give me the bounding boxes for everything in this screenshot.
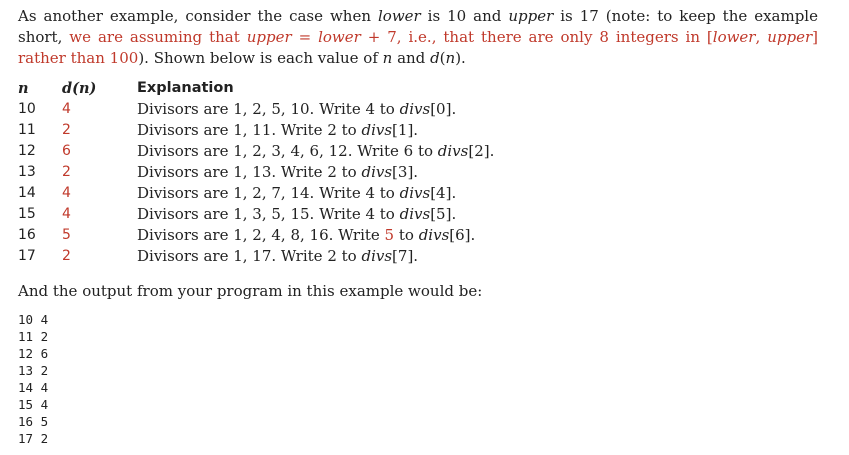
output-line: 12 6 <box>18 346 49 361</box>
output-line: 17 2 <box>18 431 49 446</box>
cell-dn: 2 <box>62 248 71 264</box>
intro-text: and <box>392 49 431 67</box>
cell-explanation: Divisors are 1, 17. Write 2 to divs[7]. <box>137 247 419 265</box>
header-dn: d(n) <box>62 80 97 97</box>
cell-n: 17 <box>18 248 36 264</box>
cell-explanation: Divisors are 1, 3, 5, 15. Write 4 to divs[5]. <box>137 205 457 223</box>
cell-dn: 2 <box>62 164 71 180</box>
cell-explanation: Divisors are 1, 2, 7, 14. Write 4 to divs[4]. <box>137 184 457 202</box>
table-row <box>18 204 618 225</box>
header-explanation: Explanation <box>137 80 234 96</box>
table-row <box>18 162 618 183</box>
output-line: 10 4 <box>18 312 49 327</box>
cell-explanation: Divisors are 1, 11. Write 2 to divs[1]. <box>137 121 419 139</box>
cell-explanation: Divisors are 1, 13. Write 2 to divs[3]. <box>137 163 419 181</box>
var-upper: upper <box>508 7 554 25</box>
cell-explanation: Divisors are 1, 2, 3, 4, 6, 12. Write 6 to divs[2]. <box>137 142 495 160</box>
output-line: 14 4 <box>18 380 49 395</box>
table-row <box>18 99 618 120</box>
cell-dn: 5 <box>62 227 71 243</box>
table-row <box>18 246 618 267</box>
cell-n: 14 <box>18 185 36 201</box>
cell-dn: 6 <box>62 143 71 159</box>
assumption-note: we are assuming that upper = lower + 7, i.e., that there are only 8 integers in [lower, upper] rather than 100 <box>18 28 818 67</box>
header-n: n <box>18 80 29 97</box>
output-line: 15 4 <box>18 397 49 412</box>
cell-n: 11 <box>18 122 36 138</box>
cell-n: 12 <box>18 143 36 159</box>
cell-dn: 4 <box>62 185 71 201</box>
intro-paragraph: As another example, consider the case when lower is 10 and upper is 17 (note: to keep the example short, we are assuming that upper = lower + 7, i.e., that there are only 8 integers in [lower, upper] rather than 100). Shown below is each value of n and d(n). <box>18 7 818 67</box>
cell-dn: 4 <box>62 206 71 222</box>
cell-explanation: Divisors are 1, 2, 5, 10. Write 4 to divs[0]. <box>137 100 457 118</box>
output-line: 16 5 <box>18 414 49 429</box>
output-line: 13 2 <box>18 363 49 378</box>
table-header <box>18 78 618 99</box>
output-intro: And the output from your program in this example would be: <box>18 282 483 300</box>
cell-dn: 4 <box>62 101 71 117</box>
cell-n: 16 <box>18 227 36 243</box>
cell-n: 13 <box>18 164 36 180</box>
divisor-table <box>18 78 618 267</box>
output-line: 11 2 <box>18 329 49 344</box>
table-row <box>18 225 618 246</box>
table-row <box>18 141 618 162</box>
table-row <box>18 120 618 141</box>
var-d: d <box>430 49 440 67</box>
var-n: n <box>382 49 393 67</box>
intro-text: is 10 and <box>420 7 509 25</box>
table-row <box>18 183 618 204</box>
cell-n: 15 <box>18 206 36 222</box>
cell-dn: 2 <box>62 122 71 138</box>
cell-n: 10 <box>18 101 36 117</box>
intro-text: As another example, consider the case when <box>18 7 378 25</box>
cell-explanation: Divisors are 1, 2, 4, 8, 16. Write 5 to divs[6]. <box>137 226 476 244</box>
intro-text: is 17 (note: to keep the example short, <box>18 7 818 46</box>
var-lower: lower <box>377 7 421 25</box>
intro-text: ). Shown below is each value of <box>138 49 383 67</box>
program-output <box>18 311 48 447</box>
